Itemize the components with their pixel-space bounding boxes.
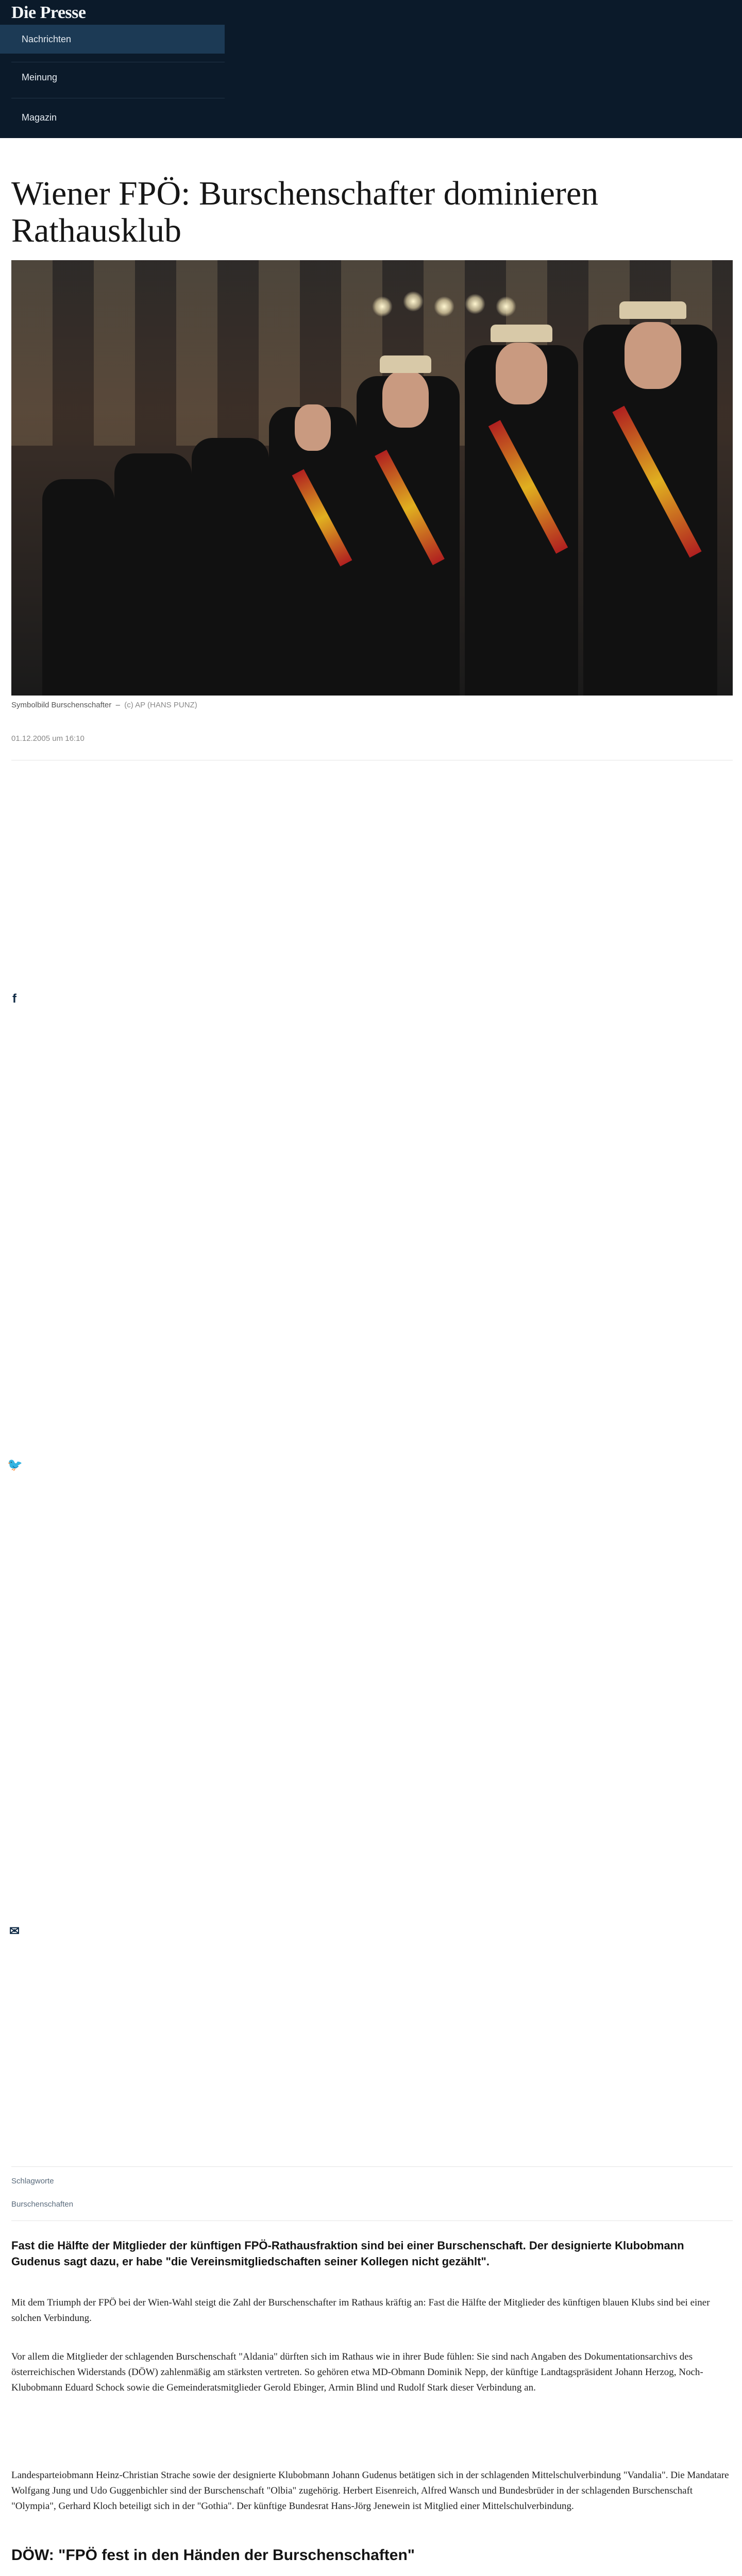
article-lead: Fast die Hälfte der Mitglieder der künftigen FPÖ-Rathausfraktion sind bei einer Burschenschaft. Der designierte Klubobmann Gudenus sagt dazu, er habe "die Vereinsmitgliedschaften seiner Kollegen nicht gezählt". [11, 2239, 684, 2268]
hero-lights [372, 296, 588, 332]
article-subhead: DÖW: "FPÖ fest in den Händen der Burschenschaften" [11, 2547, 415, 2564]
article-paragraph: Landesparteiobmann Heinz-Christian Strache sowie der designierte Klubobmann Johann Gudenus betätigen sich in der schlagenden Mittelschulverbindung "Vandalia". Die Mandatare Wolfgang Jung und Udo Guggenbichler sind der Burschenschaft "Olbia" zugehörig. Herbert Eisenreich, Alfred Wansch und Bundesbrüder in der schlagenden Burschenschaft "Olympia", Gerhard Kloch beteiligt sich in der "Gothia". Der künftige Bundesrat Hans-Jörg Jenewein ist Mitglied einer Mittelschulverbindung. [11, 2470, 729, 2512]
publish-date: 01.12.2005 um 16:10 [11, 734, 85, 743]
divider [11, 2166, 733, 2167]
article-paragraph: Vor allem die Mitglieder der schlagenden Burschenschaft "Aldania" dürften sich im Rathaus wie in ihrer Bude fühlen: Sie sind nach Angaben des Dokumentationsarchivs des österreichischen Widerstands (DÖW) zahlenmäßig am stärksten vertreten. So gehören etwa MD-Obmann Dominik Nepp, der künftige Landtagspräsident Johann Herzog, Noch-Klubobmann Eduard Schock sowie die Gemeinderatsmitglieder Gerold Ebinger, Armin Blind und Rudolf Stark dieser Verbindung an. [11, 2351, 703, 2393]
nav-item-meinung[interactable]: Meinung [22, 72, 58, 82]
nav-item-magazin[interactable]: Magazin [22, 112, 57, 123]
article-paragraph: Mit dem Triumph der FPÖ bei der Wien-Wahl steigt die Zahl der Burschenschafter im Rathaus kräftig an: Fast die Hälfte der Mitglieder des künftigen blauen Klubs sind bei einer solchen Verbindung. [11, 2297, 710, 2324]
email-share-icon[interactable]: ✉ [9, 1924, 20, 1938]
tags-label: Schlagworte [11, 2177, 54, 2185]
brand-logo[interactable]: Die Presse [11, 3, 86, 22]
facebook-share-icon[interactable]: f [12, 992, 16, 1006]
hero-image [11, 260, 733, 696]
image-caption: Symbolbild Burschenschafter – (c) AP (HANS PUNZ) [11, 701, 197, 709]
twitter-share-icon[interactable]: 🐦 [7, 1458, 23, 1472]
article-headline: Wiener FPÖ: Burschenschafter dominieren Rathausklub [11, 175, 599, 249]
nav-item-nachrichten[interactable]: Nachrichten [0, 25, 225, 54]
tag-burschenschaften[interactable]: Burschenschaften [11, 2200, 74, 2209]
caption-text: Symbolbild Burschenschafter [11, 701, 112, 709]
caption-credit: (c) AP (HANS PUNZ) [124, 701, 197, 709]
top-navigation [0, 0, 742, 138]
